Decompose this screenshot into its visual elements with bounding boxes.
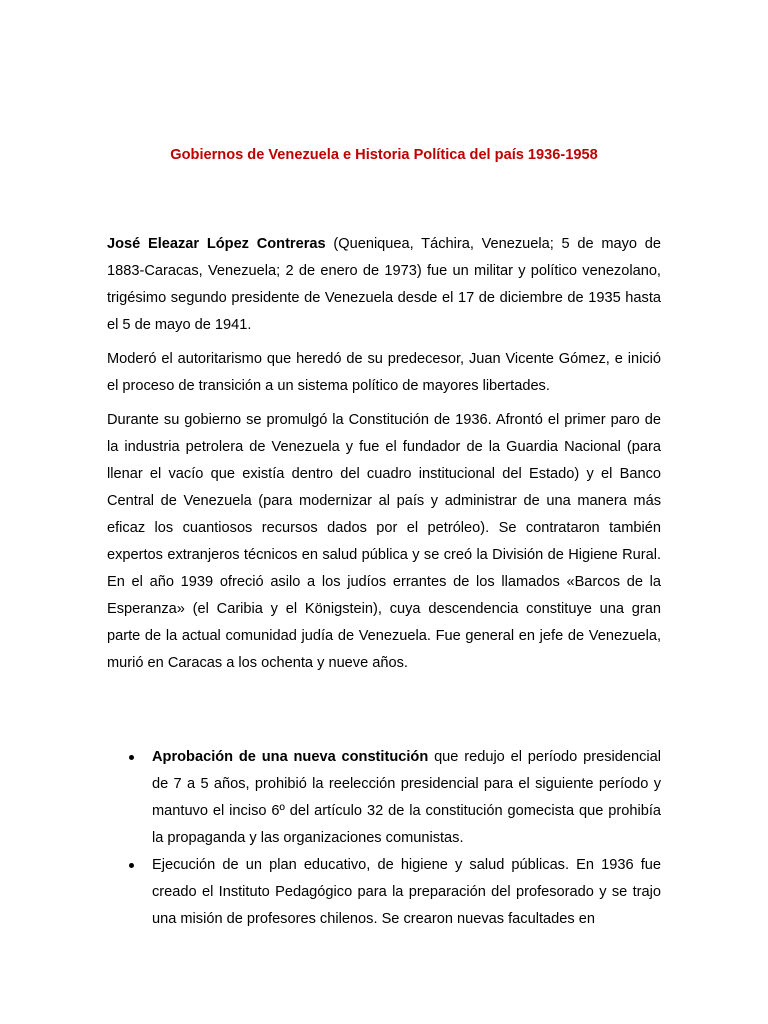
- bullet-item-heading: Aprobación de una nueva constitución: [152, 749, 429, 765]
- bullet-item-text: que redujo el período presidencial de 7 a 5 años, prohibió la reelección presidencial para el siguiente período y mantuvo el inciso 6º del artículo 32 de la constitución gomecista que prohibía la propaganda y las organizaciones comunistas.: [152, 749, 661, 846]
- bullet-item: [107, 852, 661, 933]
- document-body: [107, 231, 661, 684]
- bullet-icon: [129, 863, 134, 868]
- bullet-item: [107, 744, 661, 852]
- person-name: José Eleazar López Contreras: [107, 236, 326, 252]
- bullet-icon: [129, 755, 134, 760]
- bullet-list: [107, 744, 661, 933]
- document-title: Gobiernos de Venezuela e Historia Política del país 1936-1958: [170, 147, 598, 163]
- paragraph-2: Moderó el autoritarismo que heredó de su predecesor, Juan Vicente Gómez, e inició el proceso de transición a un sistema político de mayores libertades.: [107, 351, 661, 394]
- paragraph-1-text: (Queniquea, Táchira, Venezuela; 5 de mayo de 1883-Caracas, Venezuela; 2 de enero de 1973) fue un militar y político venezolano, trigésimo segundo presidente de Venezuela desde el 17 de diciembre de 1935 hasta el 5 de mayo de 1941.: [107, 236, 661, 333]
- paragraph-1: [107, 231, 661, 339]
- bullet-item-text: Ejecución de un plan educativo, de higiene y salud públicas. En 1936 fue creado el Instituto Pedagógico para la preparación del profesorado y se trajo una misión de profesores chilenos. Se crearon nuevas facultades en: [152, 857, 661, 927]
- paragraph-3: Durante su gobierno se promulgó la Constitución de 1936. Afrontó el primer paro de la industria petrolera de Venezuela y fue el fundador de la Guardia Nacional (para llenar el vacío que existía dentro del cuadro institucional del Estado) y el Banco Central de Venezuela (para modernizar al país y administrar de una manera más eficaz los cuantiosos recursos dados por el petróleo). Se contrataron también expertos extranjeros técnicos en salud pública y se creó la División de Higiene Rural. En el año 1939 ofreció asilo a los judíos errantes de los llamados «Barcos de la Esperanza» (el Caribia y el Königstein), cuya descendencia constituye una gran parte de la actual comunidad judía de Venezuela. Fue general en jefe de Venezuela, murió en Caracas a los ochenta y nueve años.: [107, 412, 661, 671]
